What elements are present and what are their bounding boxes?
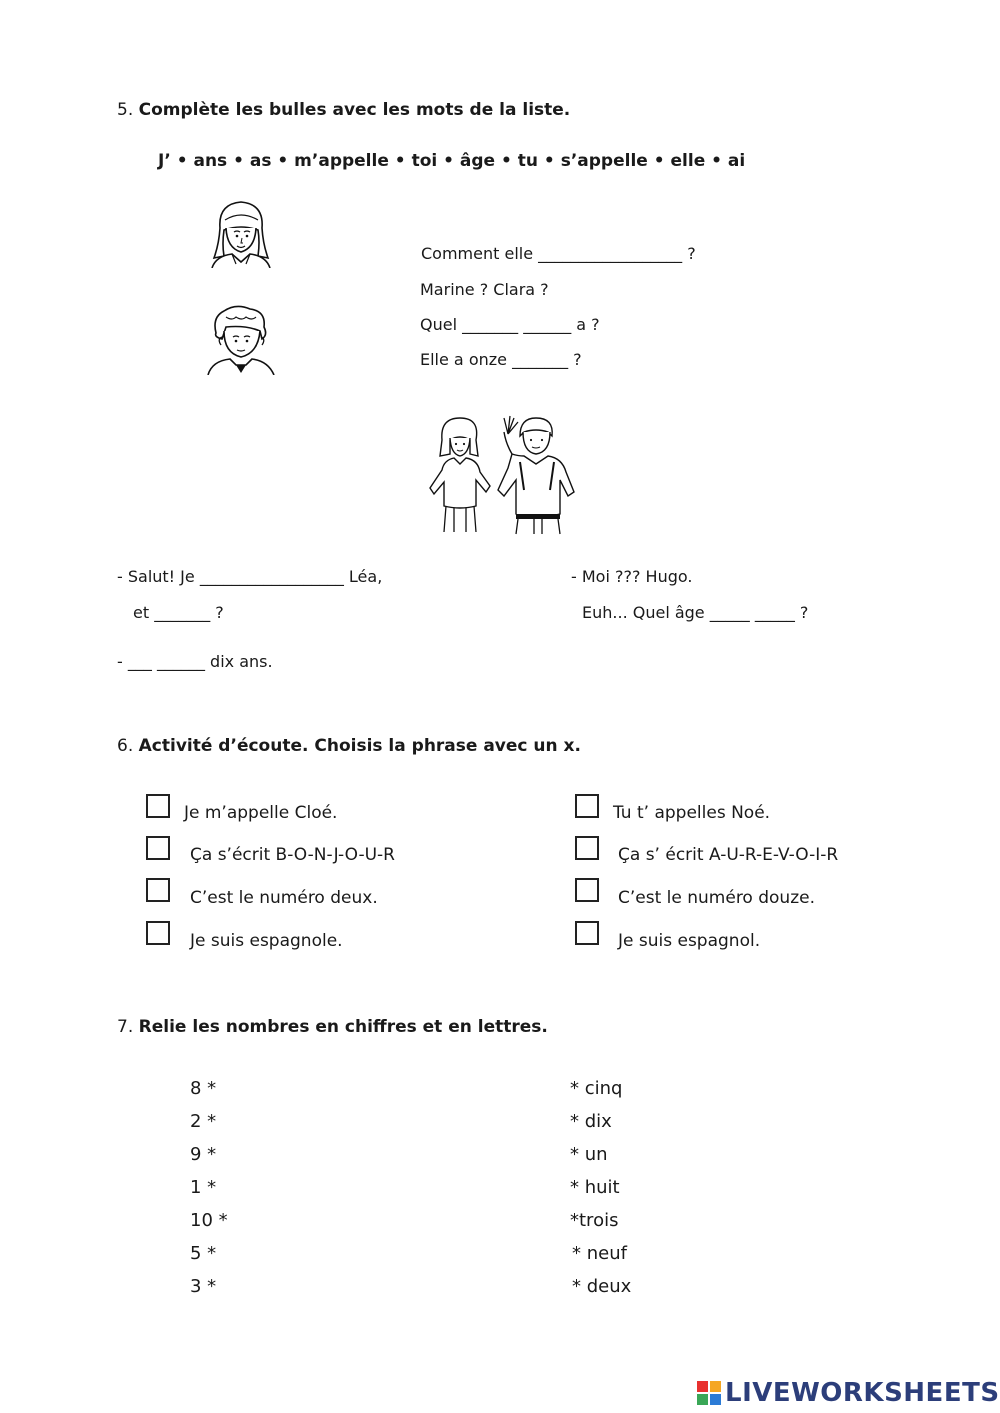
checkbox-left-1[interactable] xyxy=(146,794,170,818)
word-item-1[interactable]: * cinq xyxy=(570,1078,623,1099)
dialogue-1-line-4: Elle a onze _______ ? xyxy=(420,350,582,369)
dialogue-1-line-2: Marine ? Clara ? xyxy=(420,280,549,299)
checkbox-left-2[interactable] xyxy=(146,836,170,860)
dialogue-2-line-1: - Salut! Je __________________ Léa, xyxy=(117,567,383,586)
exercise-6-heading xyxy=(117,736,581,756)
checkbox-right-1[interactable] xyxy=(575,794,599,818)
dialogue-1-line-3: Quel _______ ______ a ? xyxy=(420,315,600,334)
dialogue-2-line-5: Euh... Quel âge _____ _____ ? xyxy=(582,603,809,622)
checkbox-left-4[interactable] xyxy=(146,921,170,945)
exercise-5-heading xyxy=(117,100,570,120)
digit-item-7[interactable]: 3 * xyxy=(190,1276,217,1297)
word-item-6[interactable]: * neuf xyxy=(572,1243,627,1264)
exercise-6-title: Activité d’écoute. Choisis la phrase avec un x. xyxy=(138,736,581,756)
checkbox-left-3[interactable] xyxy=(146,878,170,902)
option-left-4: Je suis espagnole. xyxy=(190,931,343,951)
digit-item-4[interactable]: 1 * xyxy=(190,1177,217,1198)
exercise-7-title: Relie les nombres en chiffres et en lettres. xyxy=(138,1017,548,1037)
word-item-2[interactable]: * dix xyxy=(570,1111,612,1132)
liveworksheets-logo-icon xyxy=(697,1381,721,1405)
option-right-4: Je suis espagnol. xyxy=(618,931,761,951)
liveworksheets-logo-text: LIVEWORKSHEETS xyxy=(725,1378,1000,1408)
girl-portrait-illustration xyxy=(208,198,274,268)
option-right-2: Ça s’ écrit A-U-R-E-V-O-I-R xyxy=(618,845,839,865)
checkbox-right-2[interactable] xyxy=(575,836,599,860)
word-list: J’ • ans • as • m’appelle • toi • âge • tu • s’appelle • elle • ai xyxy=(158,151,746,171)
digit-item-3[interactable]: 9 * xyxy=(190,1144,217,1165)
word-item-4[interactable]: * huit xyxy=(570,1177,620,1198)
option-left-1: Je m’appelle Cloé. xyxy=(184,803,338,823)
exercise-6-number: 6. xyxy=(117,736,134,756)
word-item-7[interactable]: * deux xyxy=(572,1276,632,1297)
option-left-3: C’est le numéro deux. xyxy=(190,888,378,908)
word-item-3[interactable]: * un xyxy=(570,1144,608,1165)
liveworksheets-logo xyxy=(697,1378,1000,1408)
checkbox-right-4[interactable] xyxy=(575,921,599,945)
dialogue-2-line-2: et _______ ? xyxy=(133,603,224,622)
dialogue-1-line-1: Comment elle __________________ ? xyxy=(421,244,696,263)
exercise-7-heading xyxy=(117,1017,548,1037)
digit-item-5[interactable]: 10 * xyxy=(190,1210,228,1231)
kids-greeting-illustration xyxy=(424,410,584,536)
checkbox-right-3[interactable] xyxy=(575,878,599,902)
exercise-5-title: Complète les bulles avec les mots de la liste. xyxy=(138,100,571,120)
option-right-1: Tu t’ appelles Noé. xyxy=(613,803,771,823)
word-item-5[interactable]: *trois xyxy=(570,1210,619,1231)
dialogue-2-line-3: - ___ ______ dix ans. xyxy=(117,652,273,671)
exercise-7-number: 7. xyxy=(117,1017,134,1037)
boy-portrait-illustration xyxy=(206,303,276,375)
digit-item-2[interactable]: 2 * xyxy=(190,1111,217,1132)
option-left-2: Ça s’écrit B-O-N-J-O-U-R xyxy=(190,845,395,865)
option-right-3: C’est le numéro douze. xyxy=(618,888,815,908)
digit-item-1[interactable]: 8 * xyxy=(190,1078,217,1099)
dialogue-2-line-4: - Moi ??? Hugo. xyxy=(571,567,693,586)
exercise-5-number: 5. xyxy=(117,100,134,120)
digit-item-6[interactable]: 5 * xyxy=(190,1243,217,1264)
